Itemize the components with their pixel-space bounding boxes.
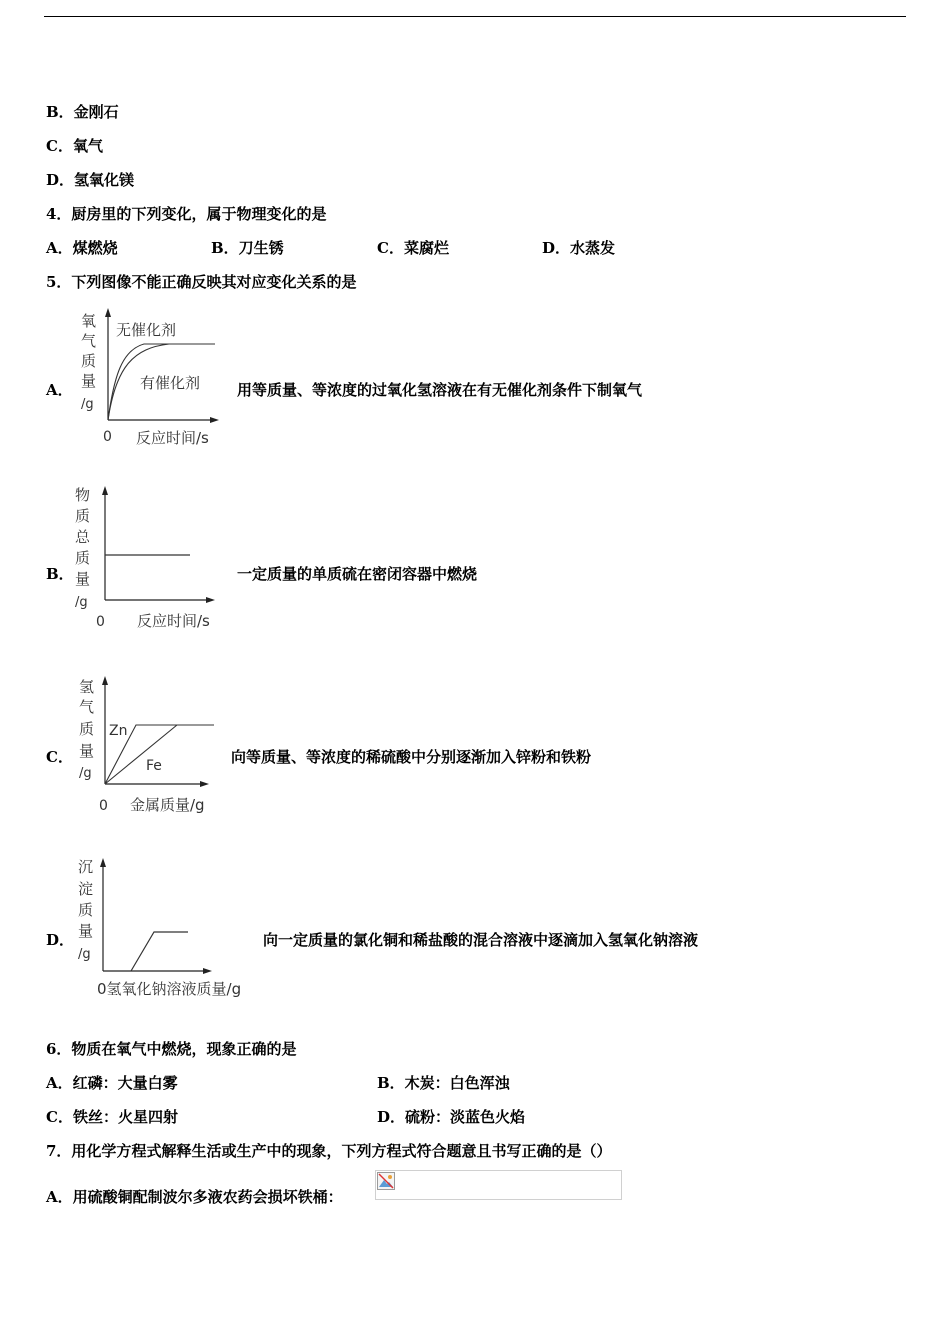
graph-d-y-char: 沉 <box>78 858 94 876</box>
graph-c-x-label: 金属质量/g <box>130 796 205 814</box>
q5-option-b-desc: 一定质量的单质硫在密闭容器中燃烧 <box>237 565 478 583</box>
graph-a-x-arrow <box>210 417 219 423</box>
graph-b-y-arrow <box>102 486 108 495</box>
graph-c-x-arrow <box>200 781 209 787</box>
graph-d-x-arrow <box>203 968 212 974</box>
graph-c-y-char: 氢 <box>79 678 95 696</box>
q6-option-d[interactable]: D．硫粉：淡蓝色火焰 <box>377 1108 526 1126</box>
q5-option-a-label[interactable]: A． <box>46 381 73 399</box>
q4-option-b[interactable]: B．刀生锈 <box>211 239 284 257</box>
graph-d-y-arrow <box>100 858 106 867</box>
graph-c-y-char: 量 <box>79 742 95 760</box>
graph-b-y-char: 物 <box>75 486 91 504</box>
q7-option-a[interactable]: A．用硫酸铜配制波尔多液农药会损坏铁桶： <box>46 1188 343 1206</box>
graph-b-x-arrow <box>206 597 215 603</box>
graph-c-y-char: 气 <box>79 698 95 716</box>
broken-image-icon <box>377 1172 395 1190</box>
graph-c-origin: 0 <box>99 798 108 814</box>
graph-a-y-char: 质 <box>81 352 97 370</box>
graph-a-y-char: 量 <box>81 372 97 390</box>
q3-option-b[interactable]: B．金刚石 <box>46 103 119 121</box>
q7-stem: 7．用化学方程式解释生活或生产中的现象，下列方程式符合题意且书写正确的是（） <box>46 1142 612 1160</box>
graph-d-y-unit: /g <box>78 947 91 962</box>
equation-image-placeholder <box>375 1170 622 1200</box>
q5-option-a-desc: 用等质量、等浓度的过氧化氢溶液在有无催化剂条件下制氧气 <box>237 381 643 399</box>
graph-c-label-fe: Fe <box>146 758 162 774</box>
graph-b-y-char: 量 <box>75 570 91 588</box>
graph-a-label-no-catalyst: 无催化剂 <box>116 321 177 339</box>
q5-option-d-label[interactable]: D． <box>46 931 75 949</box>
graph-c-y-unit: /g <box>79 766 92 781</box>
graph-a-y-char: 气 <box>81 332 97 350</box>
graph-d-y-char: 淀 <box>78 880 94 898</box>
q5-graph-d <box>74 852 264 1002</box>
q5-option-c-desc: 向等质量、等浓度的稀硫酸中分别逐渐加入锌粉和铁粉 <box>231 748 592 766</box>
graph-d-line <box>131 932 188 971</box>
graph-d-y-char: 质 <box>78 901 94 919</box>
q6-option-a[interactable]: A．红磷：大量白雾 <box>46 1074 178 1092</box>
q4-option-d[interactable]: D．水蒸发 <box>542 239 616 257</box>
q6-option-c[interactable]: C．铁丝：火星四射 <box>46 1108 178 1126</box>
q5-option-c-label[interactable]: C． <box>46 748 73 766</box>
q3-option-d[interactable]: D．氢氧化镁 <box>46 171 135 189</box>
graph-b-y-unit: /g <box>75 595 88 610</box>
graph-c-label-zn: Zn <box>109 723 128 739</box>
graph-b-x-label: 反应时间/s <box>137 612 210 630</box>
q5-option-b-label[interactable]: B． <box>46 565 74 583</box>
q6-stem: 6．物质在氧气中燃烧，现象正确的是 <box>46 1040 297 1058</box>
q6-option-b[interactable]: B．木炭：白色浑浊 <box>377 1074 510 1092</box>
graph-c-y-arrow <box>102 676 108 685</box>
q5-graph-c <box>74 672 224 822</box>
graph-a-y-unit: /g <box>81 397 94 412</box>
graph-d-x-label: 0氢氧化钠溶液质量/g <box>97 980 242 998</box>
q5-option-d-desc: 向一定质量的氯化铜和稀盐酸的混合溶液中逐滴加入氢氧化钠溶液 <box>263 931 699 949</box>
q5-graph-b <box>72 482 222 632</box>
graph-a-origin: 0 <box>103 429 112 445</box>
q5-graph-a <box>74 306 224 451</box>
q3-option-c[interactable]: C．氧气 <box>46 137 103 155</box>
q4-stem: 4．厨房里的下列变化，属于物理变化的是 <box>46 205 327 223</box>
graph-b-origin: 0 <box>96 614 105 630</box>
graph-a-y-arrow <box>105 308 111 317</box>
graph-b-y-char: 质 <box>75 549 91 567</box>
graph-a-x-label: 反应时间/s <box>136 429 209 447</box>
graph-a-y-char: 氧 <box>81 312 97 330</box>
q4-option-c[interactable]: C．菜腐烂 <box>377 239 449 257</box>
graph-c-y-char: 质 <box>79 720 95 738</box>
graph-b-y-char: 质 <box>75 507 91 525</box>
graph-b-y-char: 总 <box>75 528 91 546</box>
header-rule <box>44 16 906 17</box>
graph-a-label-catalyst: 有催化剂 <box>140 374 201 392</box>
q4-option-a[interactable]: A．煤燃烧 <box>46 239 118 257</box>
graph-d-y-char: 量 <box>78 922 94 940</box>
q5-stem: 5．下列图像不能正确反映其对应变化关系的是 <box>46 273 357 291</box>
